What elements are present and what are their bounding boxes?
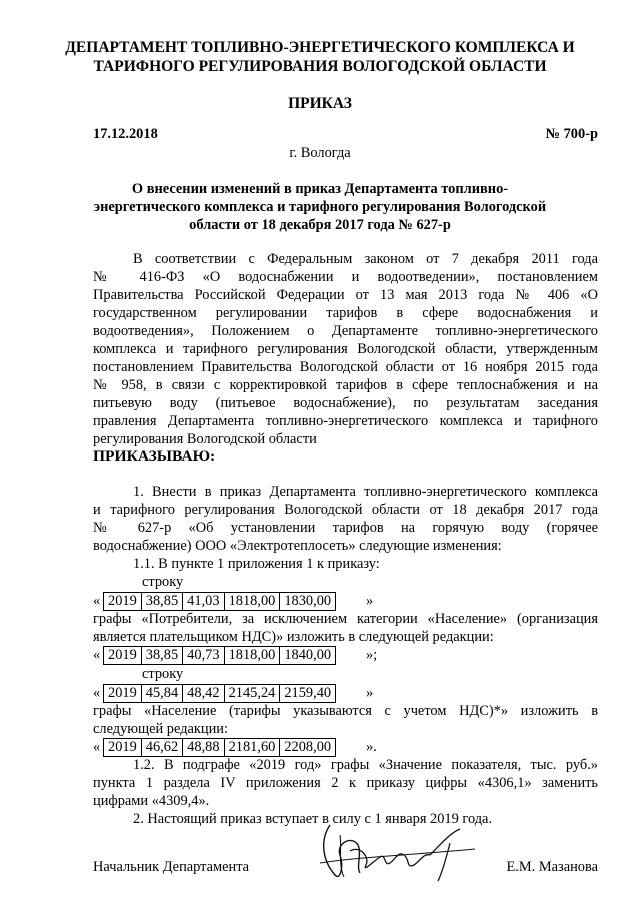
subject-line-3: области от 18 декабря 2017 года № 627-р — [189, 217, 451, 233]
open-quote: « — [93, 739, 101, 755]
item1-line: № 627-р «Об установлении тарифов на горячую воду (горячее — [93, 520, 598, 536]
table-cell: 1818,00 — [224, 647, 280, 665]
table-cell: 48,88 — [183, 739, 224, 757]
table-cell: 2159,40 — [280, 685, 336, 703]
document-number: № 700-р — [545, 126, 598, 142]
preamble-line: регулирования Вологодской области — [93, 431, 317, 447]
preamble-line: № 958, в связи с корректировкой тарифов в сфере теплоснабжения и на — [93, 377, 598, 393]
table3-after-line: графы «Население (тарифы указываются с учетом НДС)*» изложить в — [93, 703, 598, 719]
table-cell: 1840,00 — [280, 647, 336, 665]
signatory-name: Е.М. Мазанова — [506, 859, 598, 875]
handwritten-signature — [300, 815, 485, 885]
open-quote: « — [93, 593, 101, 609]
preamble-line: водоотведения», Положением о Департаменте топливно-энергетического — [93, 323, 598, 339]
item1-line: 1. Внести в приказ Департамента топливно-энергетического комплекса — [133, 484, 598, 500]
document-city: г. Вологда — [289, 145, 351, 161]
preamble-line: В соответствии с Федеральным законом от 7 декабря 2011 года — [133, 251, 598, 267]
close-quote: » — [366, 685, 374, 701]
department-title-line-2: ТАРИФНОГО РЕГУЛИРОВАНИЯ ВОЛОГОДСКОЙ ОБЛАСТИ — [93, 58, 547, 75]
table-cell: 38,85 — [141, 647, 182, 665]
table-cell: 46,62 — [141, 739, 182, 757]
order-word: ПРИКАЗЫВАЮ: — [93, 448, 216, 465]
signatory-position: Начальник Департамента — [93, 859, 250, 875]
item1-1: 1.1. В пункте 1 приложения 1 к приказу: — [133, 556, 380, 572]
preamble-line: постановлением Правительства Вологодской области от 16 ноября 2015 года — [93, 359, 598, 375]
preamble-line: правления Департамента топливно-энергетического комплекса и тарифного — [93, 413, 598, 429]
item1-line: и тарифного регулирования Вологодской области от 18 декабря 2017 года — [93, 502, 598, 518]
values-table-4 — [103, 738, 336, 757]
open-quote: « — [93, 685, 101, 701]
table-cell: 2019 — [104, 647, 142, 665]
table-cell: 40,73 — [183, 647, 224, 665]
table-cell: 2145,24 — [224, 685, 280, 703]
table-cell: 2019 — [104, 739, 142, 757]
table3-after-line: следующей редакции: — [93, 721, 228, 737]
document-type: ПРИКАЗ — [288, 95, 352, 112]
table-cell: 45,84 — [141, 685, 182, 703]
close-quote-period: ». — [366, 739, 377, 755]
table-cell: 2208,00 — [280, 739, 336, 757]
values-table-3 — [103, 684, 336, 703]
preamble-line: комплекса и тарифного регулирования Вологодской области, утвержденным — [93, 341, 598, 357]
item1-2-line: цифрами «4309,4». — [93, 793, 210, 809]
department-title-line-1: ДЕПАРТАМЕНТ ТОПЛИВНО-ЭНЕРГЕТИЧЕСКОГО КОМПЛЕКСА И — [65, 39, 575, 56]
table-cell: 41,03 — [183, 593, 224, 611]
item1-2-line: 1.2. В подграфе «2019 год» графы «Значение показателя, тыс. руб.» — [133, 757, 598, 773]
open-quote: « — [93, 647, 101, 663]
table-cell: 48,42 — [183, 685, 224, 703]
table-cell: 2019 — [104, 593, 142, 611]
preamble-line: питьевую воду (питьевое водоснабжение), по результатам заседания — [93, 395, 598, 411]
values-table-1 — [103, 592, 336, 611]
table-cell: 1818,00 — [224, 593, 280, 611]
document-date: 17.12.2018 — [93, 126, 158, 142]
item1-line: водоснабжение) ООО «Электротеплосеть» следующие изменения: — [93, 538, 502, 554]
row-word: строку — [142, 666, 184, 682]
close-quote: » — [366, 593, 374, 609]
subject-line-2: энергетического комплекса и тарифного регулирования Вологодской — [93, 199, 547, 215]
table-cell: 1830,00 — [280, 593, 336, 611]
close-quote-semicolon: »; — [366, 647, 378, 663]
table1-after-line: графы «Потребители, за исключением категории «Население» (организация — [93, 611, 598, 627]
values-table-2 — [103, 646, 336, 665]
preamble-line: государственном регулировании тарифов в сфере водоснабжения и — [93, 305, 598, 321]
item2: 2. Настоящий приказ вступает в силу с 1 января 2019 года. — [133, 811, 493, 827]
table-cell: 38,85 — [141, 593, 182, 611]
table-cell: 2181,60 — [224, 739, 280, 757]
table1-after-line: является плательщиком НДС)» изложить в следующей редакции: — [93, 629, 494, 645]
table-cell: 2019 — [104, 685, 142, 703]
preamble-line: Правительства Российской Федерации от 13 мая 2013 года № 406 «О — [93, 287, 598, 303]
row-word: строку — [142, 574, 184, 590]
subject-line-1: О внесении изменений в приказ Департамента топливно- — [131, 181, 509, 197]
item1-2-line: пункта 1 раздела IV приложения 2 к приказу цифры «4306,1» заменить — [93, 775, 598, 791]
preamble-line: № 416-ФЗ «О водоснабжении и водоотведении», постановлением — [93, 269, 598, 285]
